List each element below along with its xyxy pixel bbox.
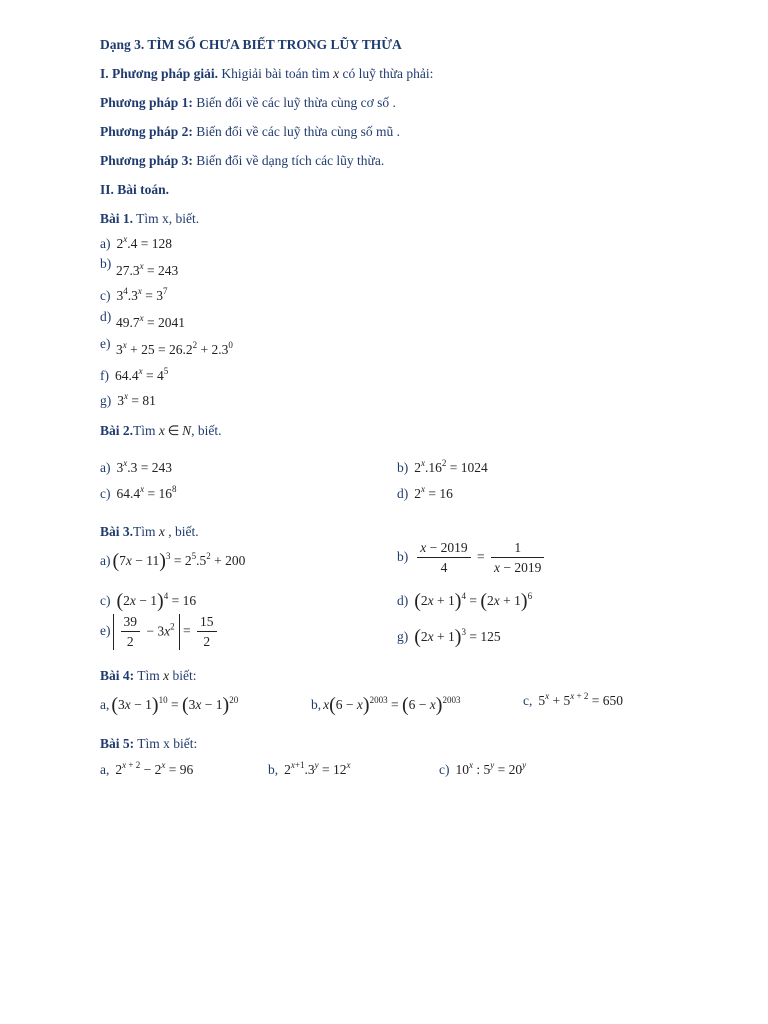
- method-1: [100, 95, 396, 111]
- bai3-g-label: g): [397, 629, 409, 644]
- bai1-a: a) $2^x.4 = 128$: [100, 234, 172, 251]
- method-3-label: Phương pháp 3:: [100, 153, 193, 168]
- bai4-b-label: b,: [311, 697, 322, 712]
- bai2-a-label: a): [100, 460, 111, 475]
- bai1-b-label: b): [100, 256, 112, 271]
- bai3-a-label: a): [100, 553, 111, 568]
- bai3-e: e) $\frac{39}{2}$ − $3x^2$ = $\frac{15}{2}$: [100, 614, 220, 650]
- bai3-b: b) $\frac{x - 2019}{4}$ = $\frac{1}{x - 2019}$: [397, 540, 547, 576]
- bai2-a: a) $3^x.3 = 243$: [100, 458, 172, 475]
- bai1-title: Bài 1.: [100, 211, 134, 226]
- bai3-d: d) $(2x + 1)^4 = (2x + 1)^6$: [397, 590, 533, 612]
- bai2-d: d) $2^x = 16$: [397, 484, 453, 501]
- bai2-b: b) $2^x.16^2 = 1024$: [397, 458, 488, 475]
- bai3-c: c) $(2x - 1)^4 = 16$: [100, 590, 197, 612]
- bai3-header: Bài 3.Tìm x , biết.: [100, 524, 199, 539]
- bai4-c-label: c,: [523, 693, 533, 708]
- bai4-text-pre: Tìm: [134, 668, 164, 683]
- bai5-b-label: b,: [268, 762, 279, 777]
- method-1-label: Phương pháp 1:: [100, 95, 193, 110]
- bai4-a: a, $(3x - 1)^{10} = (3x - 1)^{20}$: [100, 694, 239, 716]
- bai5-a-label: a,: [100, 762, 110, 777]
- bai4-text-post: biết:: [169, 668, 197, 683]
- bai1-b: $27.3^x = 243$: [116, 261, 179, 278]
- bai1-d: $49.7^x = 2041$: [116, 313, 185, 330]
- bai1-f: f) $64.4^x = 4^5$: [100, 366, 169, 383]
- bai5-a: a, $2^{x + 2} - 2^x = 96$: [100, 760, 194, 777]
- bai1-c: c) $3^4.3^x = 3^7$: [100, 286, 168, 303]
- bai5-b: b, $2^{x+1}.3^y = 12^x$: [268, 760, 351, 777]
- bai1-e: $3^x + 25 = 26.2^2 + 2.3^0$: [116, 340, 233, 357]
- intro-variable: x: [333, 66, 340, 81]
- method-2-label: Phương pháp 2:: [100, 124, 193, 139]
- bai3-a: a) $(7x - 11)^3 = 2^5.5^2 + 200$: [100, 550, 246, 572]
- bai3-e-label: e): [100, 623, 111, 639]
- bai1-f-label: f): [100, 368, 109, 383]
- bai5-c: c) 10$^x$ : $5^y = 20^y$: [439, 760, 527, 777]
- bai4-a-label: a,: [100, 697, 110, 712]
- bai3-text-post: , biết.: [164, 524, 199, 539]
- bai2-c-label: c): [100, 486, 111, 501]
- bai2-text-pre: Tìm: [133, 423, 159, 438]
- section2-heading: II. Bài toán.: [100, 182, 170, 197]
- bai3-text-pre: Tìm: [133, 524, 159, 539]
- bai5-header: [100, 736, 197, 752]
- bai1-a-label: a): [100, 236, 111, 251]
- bai2-d-label: d): [397, 486, 409, 501]
- bai3-g: g) $(2x + 1)^3 = 125$: [397, 626, 501, 648]
- bai1-d-label: d): [100, 309, 112, 324]
- method-2: [100, 124, 400, 140]
- intro-rest: có luỹ thừa phải:: [339, 66, 434, 81]
- bai2-c: c) $64.4^x = 16^8$: [100, 484, 177, 501]
- section1-heading: I. Phương pháp giải.: [100, 66, 218, 81]
- bai1-text: Tìm x, biết.: [133, 211, 200, 226]
- method-intro: [100, 66, 433, 82]
- bai4-title: Bài 4:: [100, 668, 135, 683]
- bai1-c-label: c): [100, 288, 111, 303]
- page-title: Dạng 3. TÌM SỐ CHƯA BIẾT TRONG LŨY THỪA: [100, 37, 402, 52]
- bai2-b-label: b): [397, 460, 409, 475]
- bai2-header: Bài 2.Tìm x ∈ N, biết.: [100, 423, 222, 438]
- bai1-header: [100, 211, 199, 227]
- bai5-text: Tìm x biết:: [134, 736, 198, 751]
- bai4-c: c, $5^x + 5^{x + 2} = 650$: [523, 691, 623, 708]
- bai3-title: Bài 3.: [100, 524, 134, 539]
- method-1-text: Biến đổi về các luỹ thừa cùng cơ số .: [192, 95, 396, 110]
- bai3-b-label: b): [397, 549, 409, 565]
- bai1-g-label: g): [100, 393, 112, 408]
- method-3-text: Biến đổi về dạng tích các lũy thừa.: [192, 153, 385, 168]
- method-2-text: Biến đổi về các luỹ thừa cùng số mũ .: [192, 124, 401, 139]
- intro-text: Khigiải bài toán tìm: [218, 66, 330, 81]
- bai3-d-label: d): [397, 593, 409, 608]
- bai3-c-label: c): [100, 593, 111, 608]
- bai5-c-label: c): [439, 762, 450, 777]
- bai5-title: Bài 5:: [100, 736, 135, 751]
- bai1-e-label: e): [100, 336, 111, 351]
- bai4-b: b, $x(6 - x)^{2003} = (6 - x)^{2003}$: [311, 694, 461, 716]
- bai1-g: g) $3^x = 81$: [100, 391, 156, 408]
- bai4-header: Bài 4: Tìm x biết:: [100, 668, 197, 683]
- bai2-title: Bài 2.: [100, 423, 134, 438]
- method-3: [100, 153, 384, 169]
- bai2-text-post: , biết.: [191, 423, 222, 438]
